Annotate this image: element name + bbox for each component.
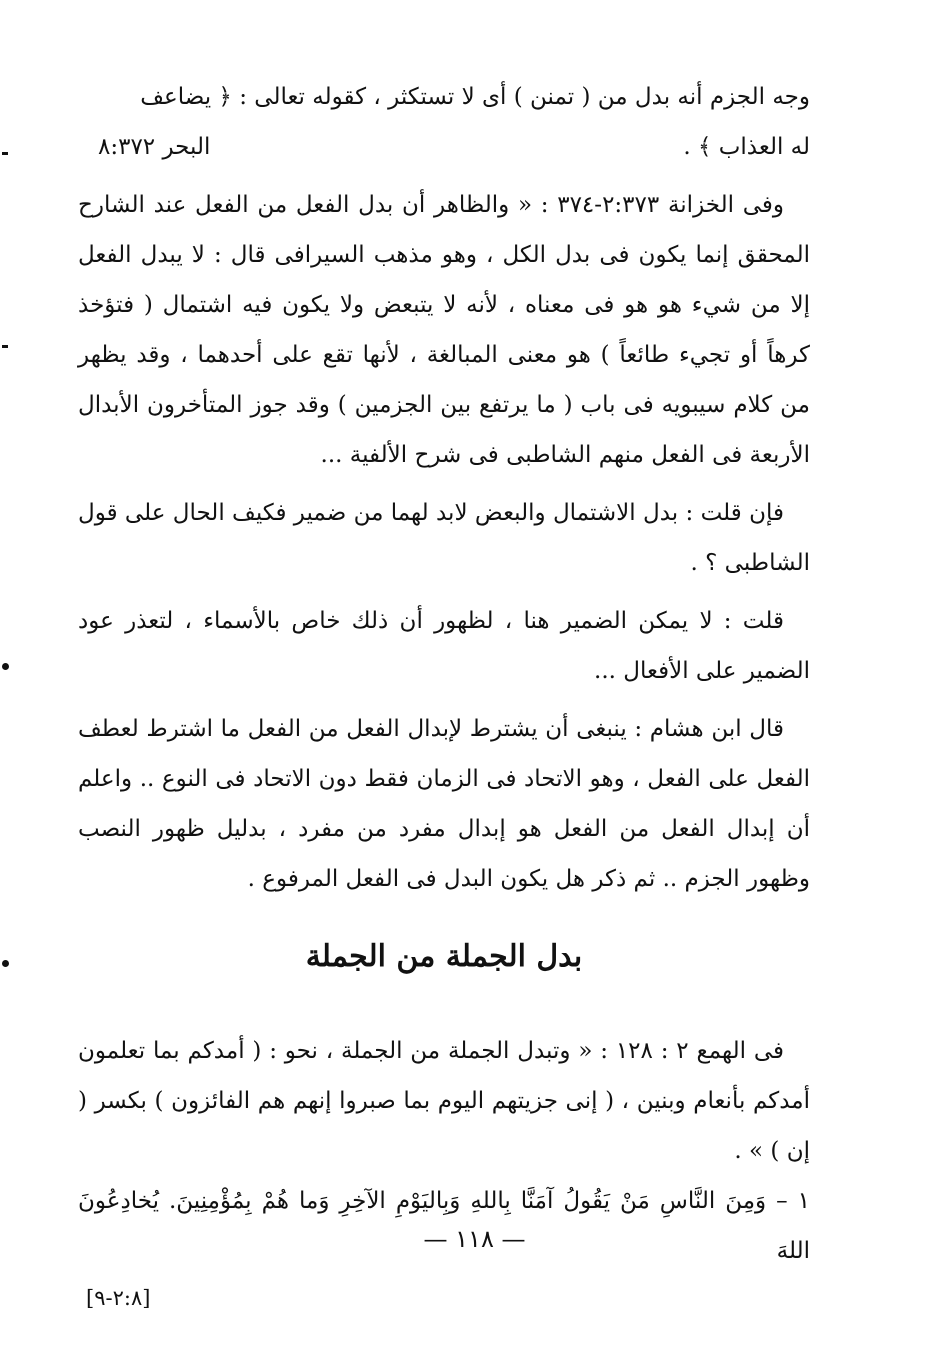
page-body — [78, 72, 810, 1320]
paragraph-text: له العذاب ﴾ . — [683, 134, 810, 160]
margin-mark — [2, 152, 8, 155]
margin-mark — [2, 345, 8, 348]
verse-reference: [٢:٨-٩] — [86, 1286, 151, 1310]
paragraph-ibn-hisham: قال ابن هشام : ينبغى أن يشترط لإبدال الفعل من الفعل ما اشترط لعطف الفعل على الفعل ، وهو الاتحاد فى الزمان فقط دون الاتحاد فى النوع .. واعلم أن إبدال الفعل من الفعل هو إبدال مفرد من مفرد ، بدليل ظهور النصب وظهور الجزم .. ثم ذكر هل يكون البدل فى الفعل المرفوع . — [78, 716, 810, 892]
paragraph-question: فإن قلت : بدل الاشتمال والبعض لابد لهما من ضمير فكيف الحال على قول الشاطبى ؟ . — [78, 500, 810, 576]
paragraph-jazm — [78, 72, 810, 172]
page-number: — ١١٨ — — [423, 1225, 526, 1253]
section-heading: بدل الجملة من الجملة — [305, 939, 583, 974]
margin-dot — [2, 663, 9, 670]
margin-dot — [2, 960, 9, 967]
source-reference: البحر ٨:٣٧٢ — [98, 134, 211, 160]
paragraph-khizana: وفى الخزانة ٢:٣٧٣-٣٧٤ : « والظاهر أن بدل الفعل من الفعل عند الشارح المحقق إنما يكون فى بدل الكل ، وهو مذهب السيرافى قال : لا يبدل الفعل إلا من شيء هو هو فى معناه ، لأنه لا يتبعض ولا يكون فيه اشتمال ( فتؤخذ كرهاً أو تجيء طائعاً ) هو معنى المبالغة ، لأنها تقع على أحدهما ، وقد يظهر من كلام سيبويه فى باب ( ما يرتفع بين الجزمين ) وقد جوز المتأخرون الأبدال الأربعة فى الفعل منهم الشاطبى فى شرح الألفية ... — [78, 192, 810, 468]
paragraph-line — [78, 122, 810, 172]
paragraph-hama: فى الهمع ٢ : ١٢٨ : « وتبدل الجملة من الجملة ، نحو : ( أمدكم بما تعلمون أمدكم بأنعام وبنين ، ( إنى جزيتهم اليوم بما صبروا إنهم هم الفائزون ) بكسر ( إن ) » . — [78, 1038, 810, 1164]
quran-verse: ١ – وَمِنَ النَّاسِ مَنْ يَقُولُ آمَنَّا بِاللهِ وَبِاليَوْمِ الآخِرِ وَما هُمْ بِمُؤْمِنِينَ. يُخادِعُونَ اللهَ — [78, 1188, 810, 1264]
paragraph-line: وجه الجزم أنه بدل من ( تمنن ) أى لا تستكثر ، كقوله تعالى : ﴿ يضاعف — [140, 84, 810, 110]
paragraph-answer: قلت : لا يمكن الضمير هنا ، لظهور أن ذلك خاص بالأسماء ، لتعذر عود الضمير على الأفعال ... — [78, 608, 810, 684]
